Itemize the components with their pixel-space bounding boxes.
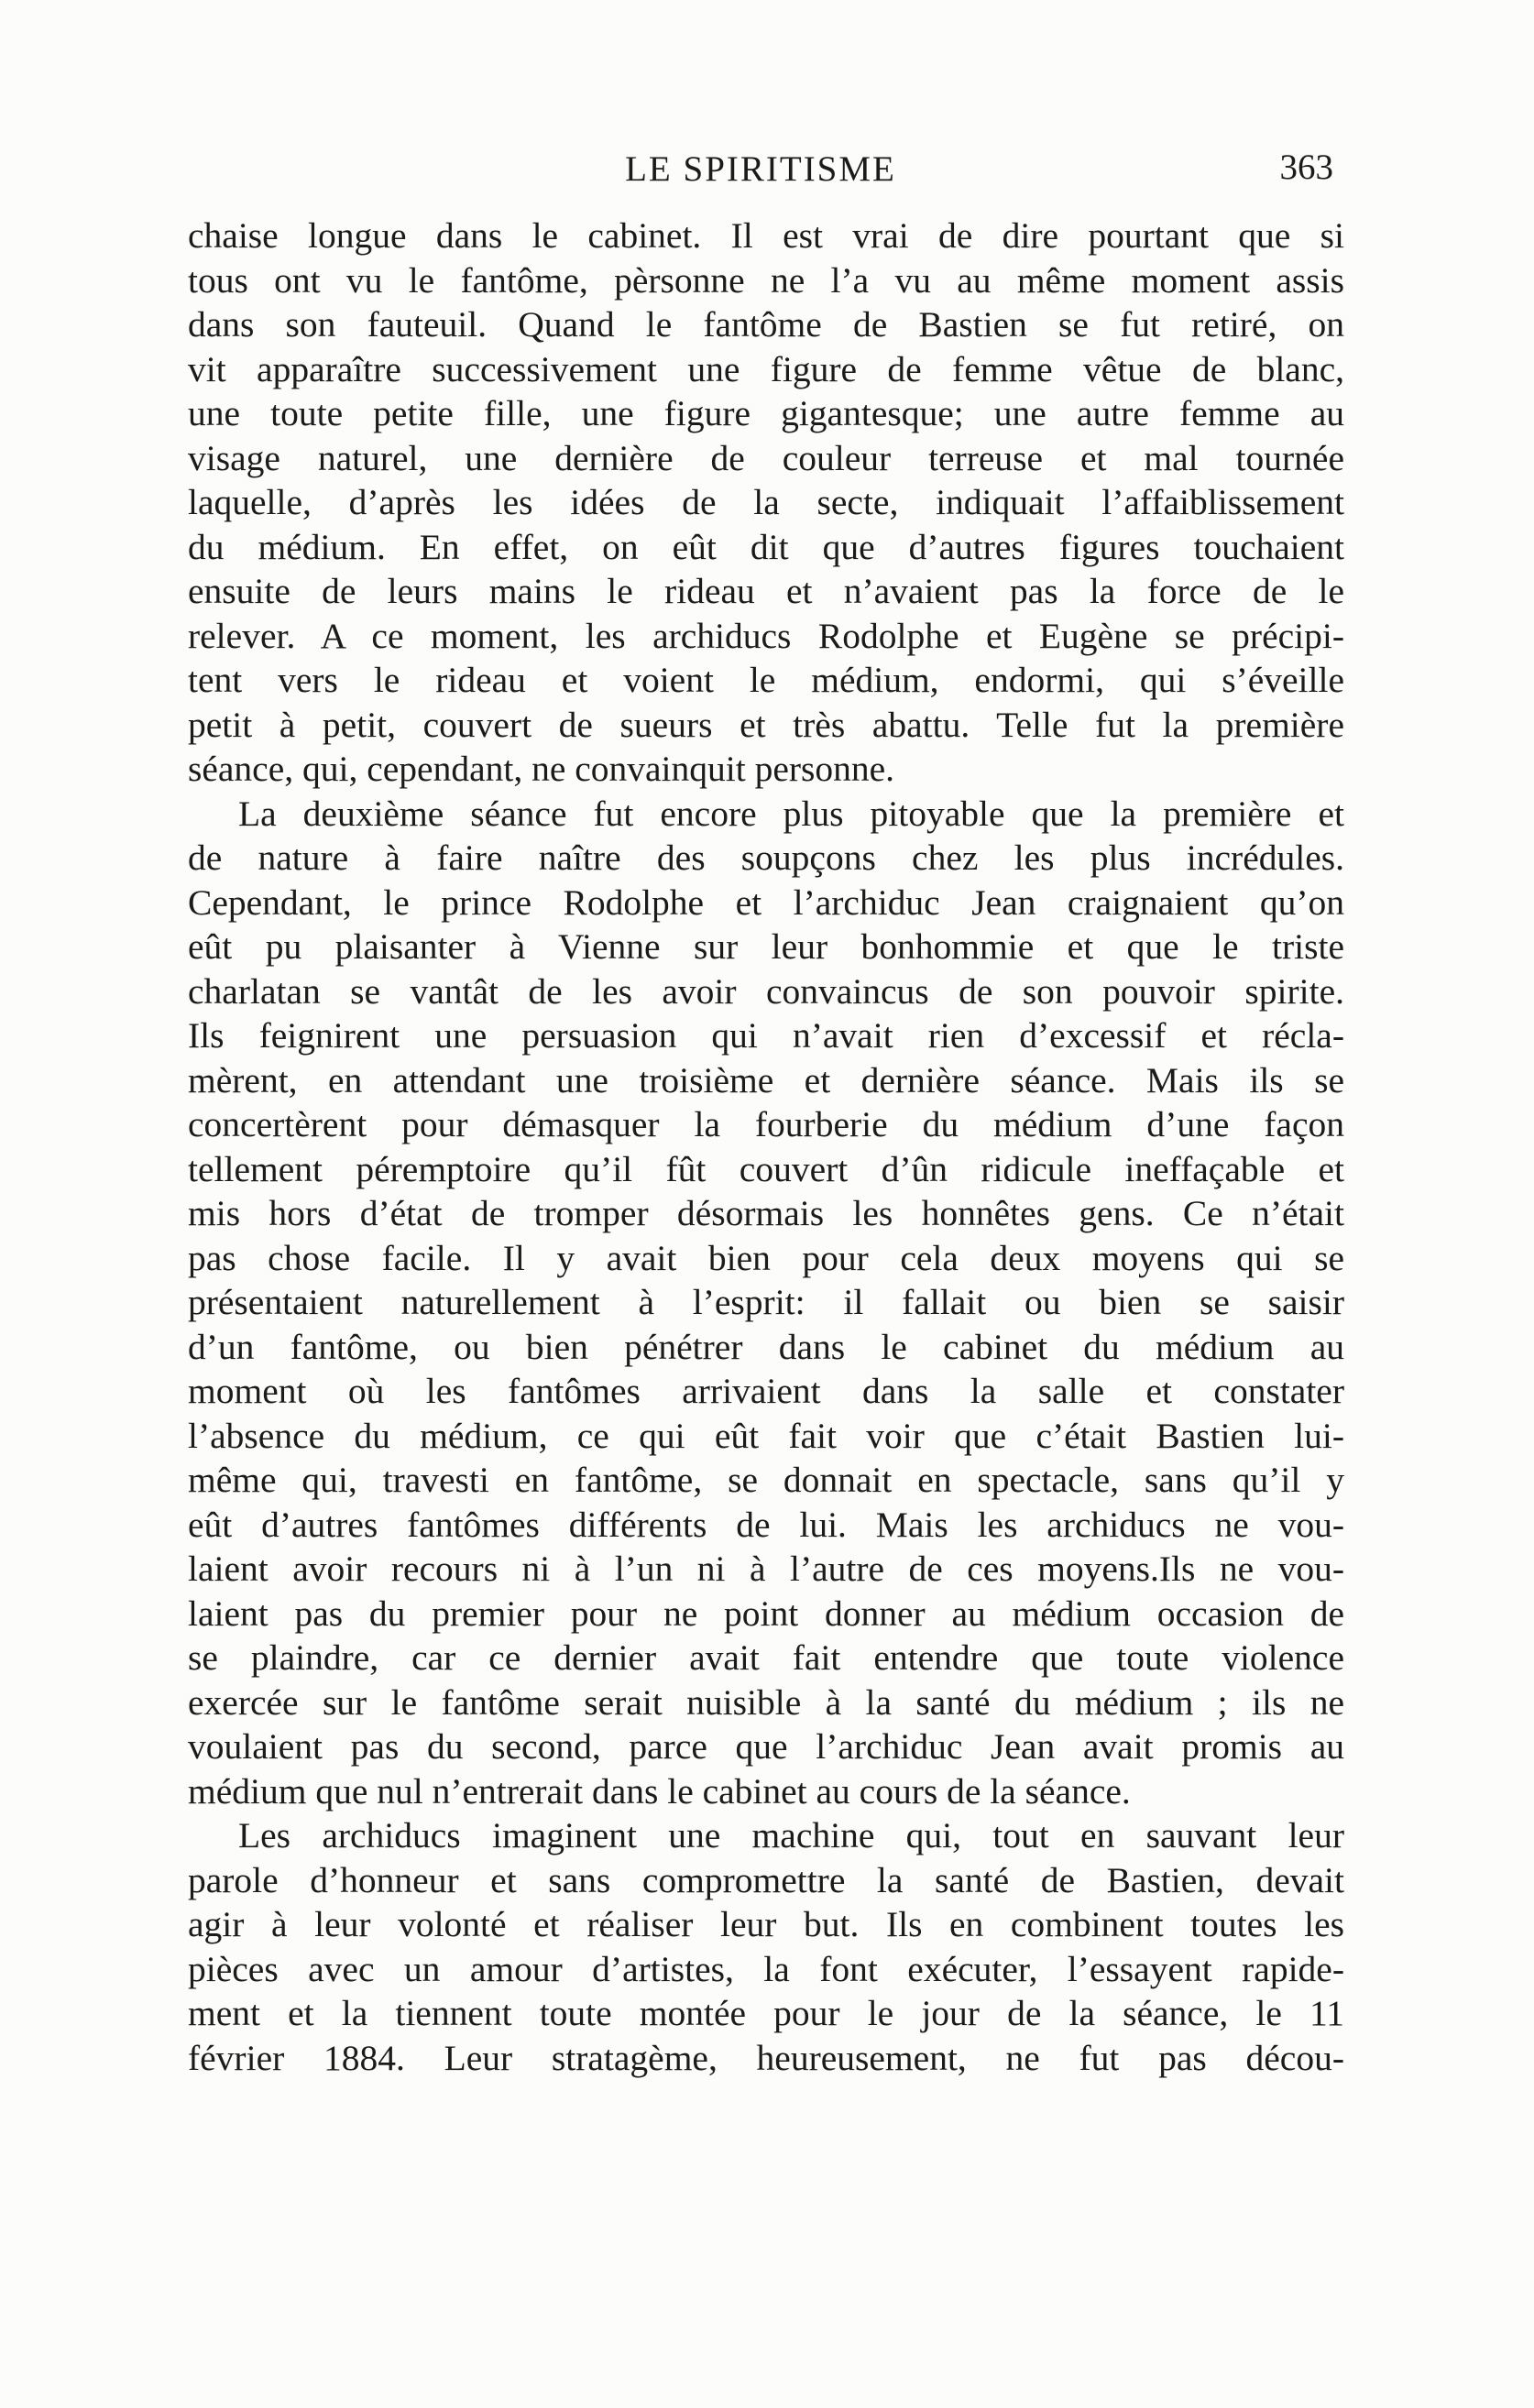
text-line: de nature à faire naître des soupçons chez les plus incrédules.: [188, 837, 1344, 878]
body-text: [188, 213, 1344, 2080]
text-line: laient avoir recours ni à l’un ni à l’autre de ces moyens.Ils ne vou-: [188, 1549, 1344, 1589]
text-line: séance, qui, cependant, ne convainquit personne.: [188, 749, 895, 789]
running-title: LE SPIRITISME: [625, 149, 896, 189]
paragraph: [188, 1813, 1344, 2080]
text-line: ensuite de leurs mains le rideau et n’avaient pas la force de le: [188, 571, 1344, 611]
text-line: médium que nul n’entrerait dans le cabinet au cours de la séance.: [188, 1770, 1131, 1811]
running-head: [188, 148, 1333, 200]
text-line: charlatan se vantât de les avoir convaincus de son pouvoir spirite.: [188, 970, 1344, 1012]
text-line: présentaient naturellement à l’esprit: il fallait ou bien se saisir: [188, 1282, 1344, 1322]
text-line: voulaient pas du second, parce que l’archiduc Jean avait promis au: [188, 1726, 1344, 1767]
text-line: Ils feignirent une persuasion qui n’avait rien d’excessif et récla-: [188, 1015, 1344, 1056]
page-number: 363: [1279, 148, 1333, 187]
text-line: laquelle, d’après les idées de la secte, indiquait l’affaiblissement: [188, 482, 1344, 522]
text-line: février 1884. Leur stratagème, heureusement, ne fut pas décou-: [188, 2037, 1344, 2078]
text-line: ment et la tiennent toute montée pour le jour de la séance, le 11: [188, 1993, 1344, 2033]
text-line: mèrent, en attendant une troisième et dernière séance. Mais ils se: [188, 1059, 1344, 1100]
text-line: tous ont vu le fantôme, pèrsonne ne l’a vu au même moment assis: [188, 259, 1344, 301]
text-line: se plaindre, car ce dernier avait fait entendre que toute violence: [188, 1637, 1344, 1678]
text-line: même qui, travesti en fantôme, se donnait en spectacle, sans qu’il y: [188, 1460, 1344, 1500]
text-line: agir à leur volonté et réaliser leur but. Ils en combinent toutes les: [188, 1904, 1344, 1944]
text-line: eût pu plaisanter à Vienne sur leur bonhommie et que le triste: [188, 926, 1344, 967]
text-line: une toute petite fille, une figure gigantesque; une autre femme au: [188, 393, 1344, 433]
paragraph: [188, 213, 1344, 792]
text-line: l’absence du médium, ce qui eût fait voir que c’était Bastien lui-: [188, 1415, 1344, 1456]
text-line: mis hors d’état de tromper désormais les honnêtes gens. Ce n’était: [188, 1193, 1344, 1233]
text-line: dans son fauteuil. Quand le fantôme de Bastien se fut retiré, on: [188, 304, 1344, 345]
text-line: tellement péremptoire qu’il fût couvert d’ûn ridicule ineffaçable et: [188, 1148, 1344, 1189]
text-line: exercée sur le fantôme serait nuisible à la santé du médium ; ils ne: [188, 1681, 1344, 1723]
text-line: eût d’autres fantômes différents de lui. Mais les archiducs ne vou-: [188, 1504, 1344, 1545]
paragraph: [188, 792, 1344, 1814]
text-line: concertèrent pour démasquer la fourberie du médium d’une façon: [188, 1104, 1344, 1144]
text-line: du médium. En effet, on eût dit que d’autres figures touchaient: [188, 526, 1344, 567]
text-line: La deuxième séance fut encore plus pitoyable que la première et: [238, 793, 1344, 834]
text-line: pas chose facile. Il y avait bien pour cela deux moyens qui se: [188, 1237, 1344, 1278]
text-line: chaise longue dans le cabinet. Il est vrai de dire pourtant que si: [188, 215, 1344, 256]
text-line: parole d’honneur et sans compromettre la santé de Bastien, devait: [188, 1859, 1344, 1900]
text-line: pièces avec un amour d’artistes, la font exécuter, l’essayent rapide-: [188, 1948, 1344, 1989]
text-line: Cependant, le prince Rodolphe et l’archiduc Jean craignaient qu’on: [188, 881, 1344, 923]
text-line: relever. A ce moment, les archiducs Rodolphe et Eugène se précipi-: [188, 615, 1344, 656]
text-line: Les archiducs imaginent une machine qui, tout en sauvant leur: [238, 1815, 1344, 1855]
text-line: vit apparaître successivement une figure de femme vêtue de blanc,: [188, 348, 1344, 389]
text-line: d’un fantôme, ou bien pénétrer dans le cabinet du médium au: [188, 1326, 1344, 1367]
text-line: moment où les fantômes arrivaient dans la salle et constater: [188, 1371, 1344, 1411]
text-line: visage naturel, une dernière de couleur terreuse et mal tournée: [188, 437, 1344, 478]
text-line: tent vers le rideau et voient le médium, endormi, qui s’éveille: [188, 660, 1344, 700]
text-line: laient pas du premier pour ne point donner au médium occasion de: [188, 1593, 1344, 1634]
text-line: petit à petit, couvert de sueurs et très abattu. Telle fut la première: [188, 704, 1344, 745]
